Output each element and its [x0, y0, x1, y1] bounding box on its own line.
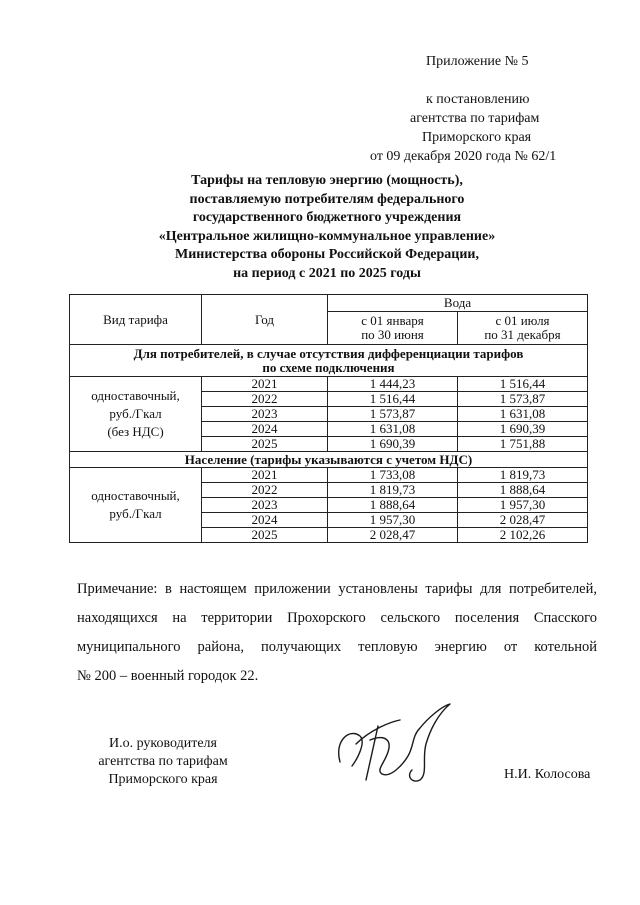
header-period-2-line1: с 01 июля: [495, 313, 550, 328]
title-line: «Центральное жилищно-коммунальное управление»: [158, 228, 496, 244]
header-water: Вода: [328, 295, 588, 312]
appendix-number: Приложение № 5: [426, 54, 529, 69]
value-cell: 1 690,39: [328, 437, 458, 452]
document-title: [80, 172, 574, 283]
value-cell: 1 516,44: [328, 392, 458, 407]
year-cell: 2025: [202, 437, 328, 452]
note-line: Примечание: в настоящем приложении установлены тарифы для потребителей,: [77, 581, 597, 597]
group-header-consumers: [70, 345, 588, 377]
appendix-line-4: от 09 декабря 2020 года № 62/1: [370, 149, 557, 164]
value-cell: 1 751,88: [458, 437, 588, 452]
tariff-type-line1: одноставочный,: [91, 488, 180, 503]
value-cell: 2 102,26: [458, 528, 588, 543]
value-cell: 1 573,87: [458, 392, 588, 407]
note-paragraph: [77, 575, 597, 691]
tariff-type-line3: (без НДС): [107, 424, 164, 439]
value-cell: 1 631,08: [458, 407, 588, 422]
title-line: на период с 2021 по 2025 годы: [233, 265, 421, 281]
signatory-line: Приморского края: [108, 772, 218, 787]
header-period-1: [328, 312, 458, 345]
appendix-line-1: к постановлению: [426, 92, 530, 107]
value-cell: 1 888,64: [328, 498, 458, 513]
title-line: поставляемую потребителям федерального: [189, 191, 465, 207]
tariff-type-cell: [70, 468, 202, 543]
year-cell: 2021: [202, 468, 328, 483]
value-cell: 1 516,44: [458, 377, 588, 392]
signatory-position: [78, 735, 248, 789]
tariff-type-line2: руб./Гкал: [109, 506, 162, 521]
year-cell: 2021: [202, 377, 328, 392]
value-cell: 1 957,30: [458, 498, 588, 513]
value-cell: 2 028,47: [328, 528, 458, 543]
tariff-type-line1: одноставочный,: [91, 388, 180, 403]
header-period-1-line1: с 01 января: [361, 313, 424, 328]
value-cell: 1 631,08: [328, 422, 458, 437]
value-cell: 1 957,30: [328, 513, 458, 528]
value-cell: 2 028,47: [458, 513, 588, 528]
group1-title-line1: Для потребителей, в случае отсутствия дифференциации тарифов: [133, 345, 524, 361]
appendix-line-2: агентства по тарифам: [410, 111, 540, 126]
tariff-table: [69, 294, 588, 543]
handwritten-signature: [330, 700, 460, 790]
value-cell: 1 819,73: [328, 483, 458, 498]
tariff-type-cell: [70, 377, 202, 452]
note-line: находящихся на территории Прохорского сельского поселения Спасского: [77, 610, 597, 626]
header-period-2-line2: по 31 декабря: [484, 327, 561, 342]
group1-title-line2: по схеме подключения: [262, 359, 395, 375]
year-cell: 2023: [202, 498, 328, 513]
header-tariff-type: Вид тарифа: [70, 295, 202, 345]
header-period-1-line2: по 30 июня: [361, 327, 424, 342]
year-cell: 2024: [202, 513, 328, 528]
title-line: Тарифы на тепловую энергию (мощность),: [191, 173, 463, 188]
header-period-2: [458, 312, 588, 345]
value-cell: 1 573,87: [328, 407, 458, 422]
header-year: Год: [202, 295, 328, 345]
appendix-line-3: Приморского края: [422, 130, 532, 145]
value-cell: 1 819,73: [458, 468, 588, 483]
value-cell: 1 888,64: [458, 483, 588, 498]
note-line: № 200 – военный городок 22.: [77, 668, 259, 684]
year-cell: 2025: [202, 528, 328, 543]
year-cell: 2024: [202, 422, 328, 437]
signatory-line: агентства по тарифам: [98, 754, 228, 769]
year-cell: 2023: [202, 407, 328, 422]
title-line: Министерства обороны Российской Федерации,: [174, 247, 479, 262]
year-cell: 2022: [202, 483, 328, 498]
signatory-line: И.о. руководителя: [108, 736, 217, 751]
signatory-name: Н.И. Колосова: [504, 767, 591, 782]
title-line: государственного бюджетного учреждения: [192, 210, 462, 225]
value-cell: 1 733,08: [328, 468, 458, 483]
value-cell: 1 444,23: [328, 377, 458, 392]
note-line: муниципального района, получающих тепловую энергию от котельной: [77, 639, 597, 655]
year-cell: 2022: [202, 392, 328, 407]
value-cell: 1 690,39: [458, 422, 588, 437]
tariff-type-line2: руб./Гкал: [109, 406, 162, 421]
group-header-population: Население (тарифы указываются с учетом НДС): [70, 452, 588, 468]
